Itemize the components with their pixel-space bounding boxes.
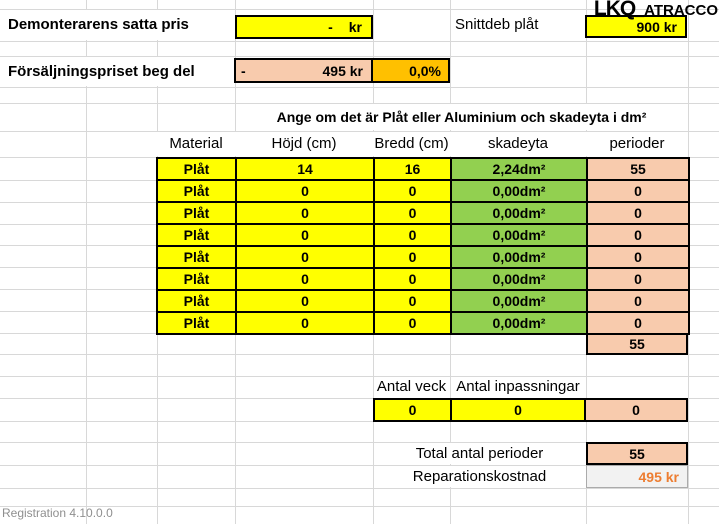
antal-inpassningar-input[interactable]: 0 bbox=[450, 398, 586, 422]
gridline-h bbox=[0, 376, 719, 377]
height-cell[interactable]: 0 bbox=[236, 290, 374, 312]
damage-table-title: Ange om det är Plåt eller Aluminium och skadeyta i dm² bbox=[276, 109, 647, 125]
periods-cell: 0 bbox=[587, 202, 689, 224]
table-row bbox=[157, 246, 689, 268]
sale-price-value-cell bbox=[234, 58, 373, 83]
antal-veck-label: Antal veck bbox=[376, 378, 447, 395]
perioder-column-total: 55 bbox=[586, 333, 688, 355]
repair-cost-label: Reparationskostnad bbox=[412, 468, 547, 485]
damage-table bbox=[156, 157, 690, 335]
table-row bbox=[157, 202, 689, 224]
app-version-text: Registration 4.10.0.0 bbox=[2, 506, 113, 520]
logo-atracco-text: ATRACCO bbox=[644, 2, 718, 19]
width-cell[interactable]: 0 bbox=[374, 290, 451, 312]
table-row bbox=[157, 158, 689, 180]
dismantler-price-unit: kr bbox=[348, 19, 362, 35]
periods-cell: 55 bbox=[587, 158, 689, 180]
height-cell[interactable]: 14 bbox=[236, 158, 374, 180]
damage-area-cell: 2,24dm² bbox=[451, 158, 587, 180]
periods-cell: 0 bbox=[587, 180, 689, 202]
dismantler-price-dash: - bbox=[328, 19, 333, 35]
width-cell[interactable]: 0 bbox=[374, 246, 451, 268]
column-header-bredd-cm-: Bredd (cm) bbox=[374, 135, 449, 152]
avg-rate-label: Snittdeb plåt bbox=[455, 16, 539, 33]
logo-underscore: _ bbox=[635, 2, 645, 19]
height-cell[interactable]: 0 bbox=[236, 268, 374, 290]
sale-price-value: 495 kr bbox=[322, 62, 363, 79]
antal-veck-input[interactable]: 0 bbox=[373, 398, 452, 422]
damage-area-cell: 0,00dm² bbox=[451, 224, 587, 246]
height-cell[interactable]: 0 bbox=[236, 246, 374, 268]
column-header-perioder: perioder bbox=[609, 135, 665, 152]
width-cell[interactable]: 0 bbox=[374, 180, 451, 202]
column-header-h-jd-cm-: Höjd (cm) bbox=[271, 135, 337, 152]
table-row bbox=[157, 224, 689, 246]
table-row bbox=[157, 312, 689, 334]
gridline-h bbox=[0, 41, 719, 42]
material-cell[interactable]: Plåt bbox=[157, 158, 236, 180]
periods-cell: 0 bbox=[587, 224, 689, 246]
height-cell[interactable]: 0 bbox=[236, 180, 374, 202]
width-cell[interactable]: 0 bbox=[374, 268, 451, 290]
table-row bbox=[157, 290, 689, 312]
height-cell[interactable]: 0 bbox=[236, 312, 374, 334]
material-cell[interactable]: Plåt bbox=[157, 246, 236, 268]
column-header-material: Material bbox=[169, 135, 223, 152]
logo-lkq-text: LKQ bbox=[593, 0, 636, 20]
height-cell[interactable]: 0 bbox=[236, 202, 374, 224]
damage-area-cell: 0,00dm² bbox=[451, 180, 587, 202]
material-cell[interactable]: Plåt bbox=[157, 268, 236, 290]
total-periods-label: Total antal perioder bbox=[415, 445, 544, 462]
material-cell[interactable]: Plåt bbox=[157, 224, 236, 246]
damage-area-cell: 0,00dm² bbox=[451, 312, 587, 334]
material-cell[interactable]: Plåt bbox=[157, 312, 236, 334]
adjustment-perioder-value: 0 bbox=[584, 398, 688, 422]
periods-cell: 0 bbox=[587, 312, 689, 334]
antal-inpassningar-label: Antal inpassningar bbox=[456, 378, 580, 395]
sale-price-label: Försäljningspriset beg del bbox=[8, 63, 195, 80]
avg-rate-value: 900 kr bbox=[636, 18, 677, 35]
width-cell[interactable]: 0 bbox=[374, 224, 451, 246]
sale-price-dash: - bbox=[241, 62, 246, 79]
material-cell[interactable]: Plåt bbox=[157, 290, 236, 312]
material-cell[interactable]: Plåt bbox=[157, 202, 236, 224]
total-periods-value: 55 bbox=[586, 442, 688, 465]
repair-cost-value: 495 kr bbox=[586, 465, 688, 488]
table-row bbox=[157, 180, 689, 202]
height-cell[interactable]: 0 bbox=[236, 224, 374, 246]
gridline-h bbox=[0, 87, 719, 88]
sale-price-percent: 0,0% bbox=[409, 62, 441, 79]
lkq-atracco-logo bbox=[594, 0, 718, 21]
periods-cell: 0 bbox=[587, 290, 689, 312]
gridline-h bbox=[0, 488, 719, 489]
width-cell[interactable]: 0 bbox=[374, 202, 451, 224]
material-cell[interactable]: Plåt bbox=[157, 180, 236, 202]
column-header-skadeyta: skadeyta bbox=[487, 135, 549, 152]
damage-area-cell: 0,00dm² bbox=[451, 290, 587, 312]
damage-area-cell: 0,00dm² bbox=[451, 202, 587, 224]
damage-area-cell: 0,00dm² bbox=[451, 268, 587, 290]
periods-cell: 0 bbox=[587, 268, 689, 290]
dismantler-price-label: Demonterarens satta pris bbox=[8, 16, 189, 33]
width-cell[interactable]: 16 bbox=[374, 158, 451, 180]
width-cell[interactable]: 0 bbox=[374, 312, 451, 334]
damage-area-cell: 0,00dm² bbox=[451, 246, 587, 268]
dismantler-price-input[interactable] bbox=[235, 15, 373, 39]
table-row bbox=[157, 268, 689, 290]
periods-cell: 0 bbox=[587, 246, 689, 268]
sale-price-percent-cell bbox=[371, 58, 450, 83]
